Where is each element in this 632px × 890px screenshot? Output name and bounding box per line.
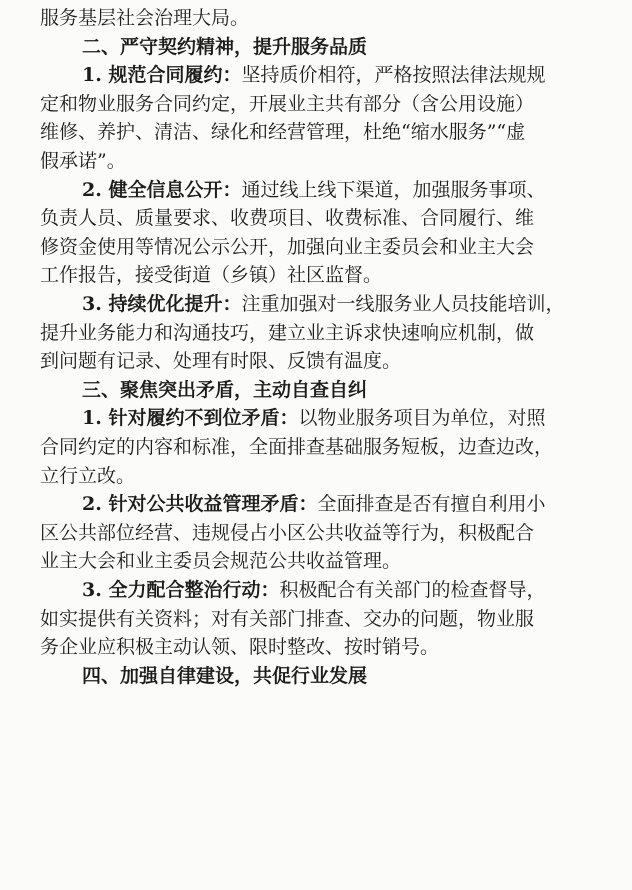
body-line: 区公共部位经营、违规侵占小区公共收益等行为，积极配合 xyxy=(40,521,535,544)
subheading: 2. 健全信息公开： xyxy=(82,178,242,201)
body-line: 服务基层社会治理大局。 xyxy=(40,7,250,29)
paragraph-first-line xyxy=(82,490,602,518)
body-line: 务企业应积极主动认领、限时整改、按时销号。 xyxy=(40,636,440,659)
body-line: 负责人员、质量要求、收费项目、收费标准、合同履行、维 xyxy=(40,207,535,230)
paragraph-text: 注重加强对一线服务业人员技能培训， xyxy=(241,293,565,315)
body-line: 到问题有记录、处理有时限、反馈有温度。 xyxy=(40,350,402,373)
section-heading: 二、严守契约精神，提升服务品质 xyxy=(82,35,368,58)
body-line: 合同约定的内容和标准，全面排查基础服务短板，边查边改， xyxy=(40,436,554,458)
body-line: 修资金使用等情况公示公开，加强向业主委员会和业主大会 xyxy=(40,235,535,258)
body-line: 提升业务能力和沟通技巧，建立业主诉求快速响应机制，做 xyxy=(40,321,535,344)
body-line: 如实提供有关资料；对有关部门排查、交办的问题，物业服 xyxy=(40,607,535,630)
body-line: 定和物业服务合同约定，开展业主共有部分（含公用设施） xyxy=(40,92,535,115)
section-heading: 四、加强自律建设，共促行业发展 xyxy=(82,664,368,687)
paragraph-text: 坚持质价相符，严格按照法律法规规 xyxy=(241,64,546,87)
paragraph-first-line xyxy=(82,576,602,604)
body-line: 立行立改。 xyxy=(40,464,136,487)
paragraph-text: 积极配合有关部门的检查督导， xyxy=(279,579,546,601)
body-line: 维修、养护、清洁、绿化和经营管理，杜绝“缩水服务”“虚 xyxy=(40,121,526,144)
paragraph-first-line xyxy=(82,61,602,89)
subheading: 1. 规范合同履约： xyxy=(82,64,242,87)
subheading: 3. 持续优化提升： xyxy=(82,293,242,315)
subheading: 2. 针对公共收益管理矛盾： xyxy=(82,493,318,516)
paragraph-first-line xyxy=(82,290,602,318)
paragraph-text: 以物业服务项目为单位，对照 xyxy=(298,407,546,430)
body-line: 业主大会和业主委员会规范公共收益管理。 xyxy=(40,550,402,573)
body-line: 工作报告，接受街道（乡镇）社区监督。 xyxy=(40,264,383,287)
paragraph-text: 全面排查是否有擅自利用小 xyxy=(317,493,546,516)
paragraph-text: 通过线上线下渠道，加强服务事项、 xyxy=(241,178,546,201)
subheading: 3. 全力配合整治行动： xyxy=(82,579,280,601)
section-heading: 三、聚焦突出矛盾，主动自查自纠 xyxy=(82,378,368,401)
paragraph-first-line xyxy=(82,176,602,204)
body-line: 假承诺”。 xyxy=(40,150,126,172)
subheading: 1. 针对履约不到位矛盾： xyxy=(82,407,299,430)
paragraph-first-line xyxy=(82,404,602,432)
